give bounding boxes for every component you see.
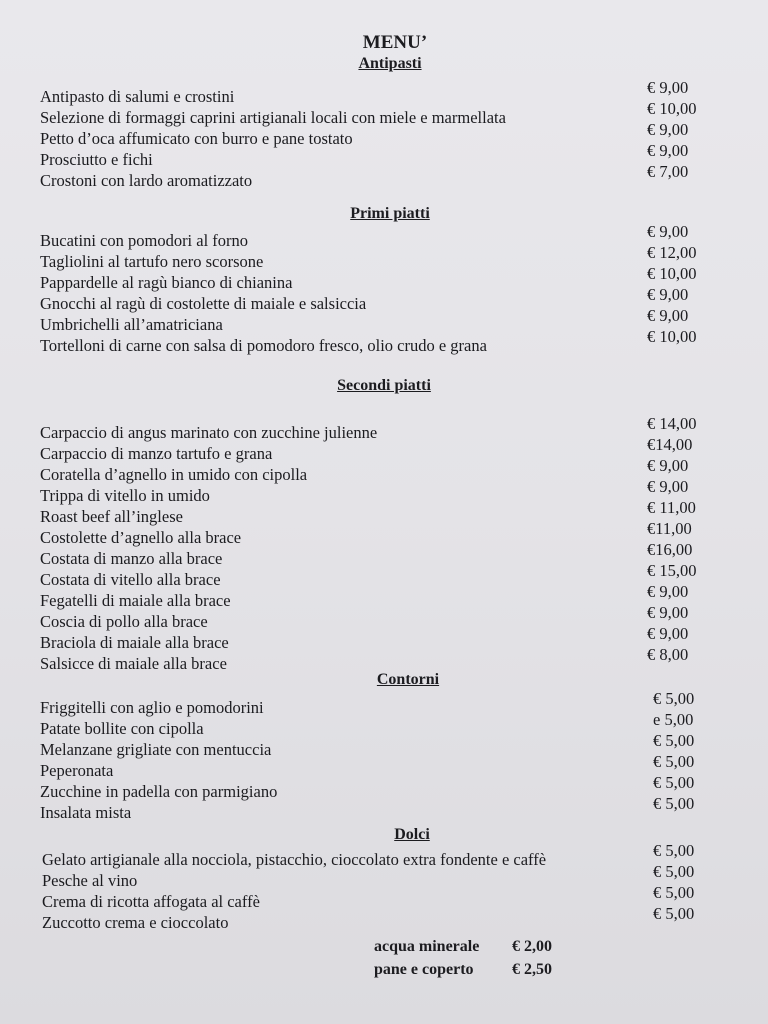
extra-label: acqua minerale [374,938,480,955]
item-price: € 9,00 [647,120,689,139]
extra-price: € 2,50 [512,961,552,978]
item-price: € 5,00 [653,794,695,813]
item-name: Braciola di maiale alla brace [40,633,229,652]
item-name: Carpaccio di angus marinato con zucchine julienne [40,423,378,442]
section-heading-text: Primi piatti [350,205,430,222]
item-price: € 9,00 [647,285,689,304]
item-name: Tortelloni di carne con salsa di pomodoro fresco, olio crudo e grana [40,336,487,355]
item-price: € 9,00 [647,582,689,601]
item-name: Roast beef all’inglese [40,507,183,526]
item-price: € 9,00 [647,477,689,496]
menu-section [0,377,768,674]
item-name: Gelato artigianale alla nocciola, pistacchio, cioccolato extra fondente e caffè [42,850,547,869]
item-price: €14,00 [647,435,693,454]
item-name: Costata di vitello alla brace [40,570,221,589]
item-name: Petto d’oca affumicato con burro e pane tostato [40,129,353,148]
item-name: Antipasto di salumi e crostini [40,87,235,106]
item-name: Zucchine in padella con parmigiano [40,782,278,801]
item-name: Umbrichelli all’amatriciana [40,315,223,334]
item-price: € 10,00 [647,99,697,118]
section-heading [0,55,768,77]
item-name: Bucatini con pomodori al forno [40,231,249,250]
item-price: € 9,00 [647,141,689,160]
item-price: € 10,00 [647,264,697,283]
item-price: € 11,00 [647,498,696,517]
item-name: Coscia di pollo alla brace [40,612,208,631]
item-price: €16,00 [647,540,693,559]
item-price: € 5,00 [653,904,695,923]
item-price: e 5,00 [653,710,694,729]
item-name: Fegatelli di maiale alla brace [40,591,231,610]
item-name: Prosciutto e fichi [40,150,153,169]
item-price: € 5,00 [653,752,695,771]
menu-section [0,671,768,823]
menu-section [0,826,768,933]
item-name: Coratella d’agnello in umido con cipolla [40,465,308,484]
menu-item [0,327,768,356]
menu-section [0,55,768,191]
item-price: € 5,00 [653,862,695,881]
item-price: € 5,00 [653,689,695,708]
item-price: € 14,00 [647,414,697,433]
extra-acqua [374,935,552,958]
item-price: € 15,00 [647,561,697,580]
item-name: Costolette d’agnello alla brace [40,528,242,547]
item-name: Tagliolini al tartufo nero scorsone [40,252,264,271]
item-price: € 8,00 [647,645,689,664]
item-name: Pappardelle al ragù bianco di chianina [40,273,293,292]
item-price: € 9,00 [647,603,689,622]
section-heading-text: Contorni [376,671,440,688]
item-name: Peperonata [40,761,114,780]
item-price: € 5,00 [653,883,695,902]
item-price: € 10,00 [647,327,697,346]
item-name: Carpaccio di manzo tartufo e grana [40,444,273,463]
item-price: € 9,00 [647,222,689,241]
menu-item [0,162,768,191]
item-price: € 9,00 [647,78,689,97]
item-name: Trippa di vitello in umido [40,486,210,505]
section-heading-text: Secondi piatti [337,377,431,394]
item-name: Pesche al vino [42,871,138,890]
item-name: Gnocchi al ragù di costolette di maiale e salsiccia [40,294,367,313]
item-price: € 5,00 [653,731,695,750]
item-name: Selezione di formaggi caprini artigianali locali con miele e marmellata [40,108,506,127]
item-name: Costata di manzo alla brace [40,549,223,568]
menu-item [0,794,768,823]
item-price: € 9,00 [647,306,689,325]
item-name: Crostoni con lardo aromatizzato [40,171,253,190]
menu-title: MENU’ [362,32,428,53]
menu-item [0,904,768,933]
extra-coperto [374,958,552,981]
item-name: Insalata mista [40,803,132,822]
item-name: Melanzane grigliate con mentuccia [40,740,272,759]
section-heading-text: Antipasti [358,55,422,72]
item-price: €11,00 [647,519,692,538]
item-price: € 9,00 [647,624,689,643]
item-price: € 5,00 [653,841,695,860]
extra-price: € 2,00 [512,938,552,955]
extras [374,935,552,981]
menu-section [0,205,768,356]
item-name: Zuccotto crema e cioccolato [42,913,229,932]
item-price: € 5,00 [653,773,695,792]
item-name: Crema di ricotta affogata al caffè [42,892,260,911]
item-price: € 7,00 [647,162,689,181]
item-price: € 12,00 [647,243,697,262]
item-name: Friggitelli con aglio e pomodorini [40,698,264,717]
extra-label: pane e coperto [374,961,474,978]
item-name: Patate bollite con cipolla [40,719,204,738]
section-heading-text: Dolci [394,826,430,843]
section-heading [0,377,768,399]
item-name: Salsicce di maiale alla brace [40,654,227,673]
item-price: € 9,00 [647,456,689,475]
